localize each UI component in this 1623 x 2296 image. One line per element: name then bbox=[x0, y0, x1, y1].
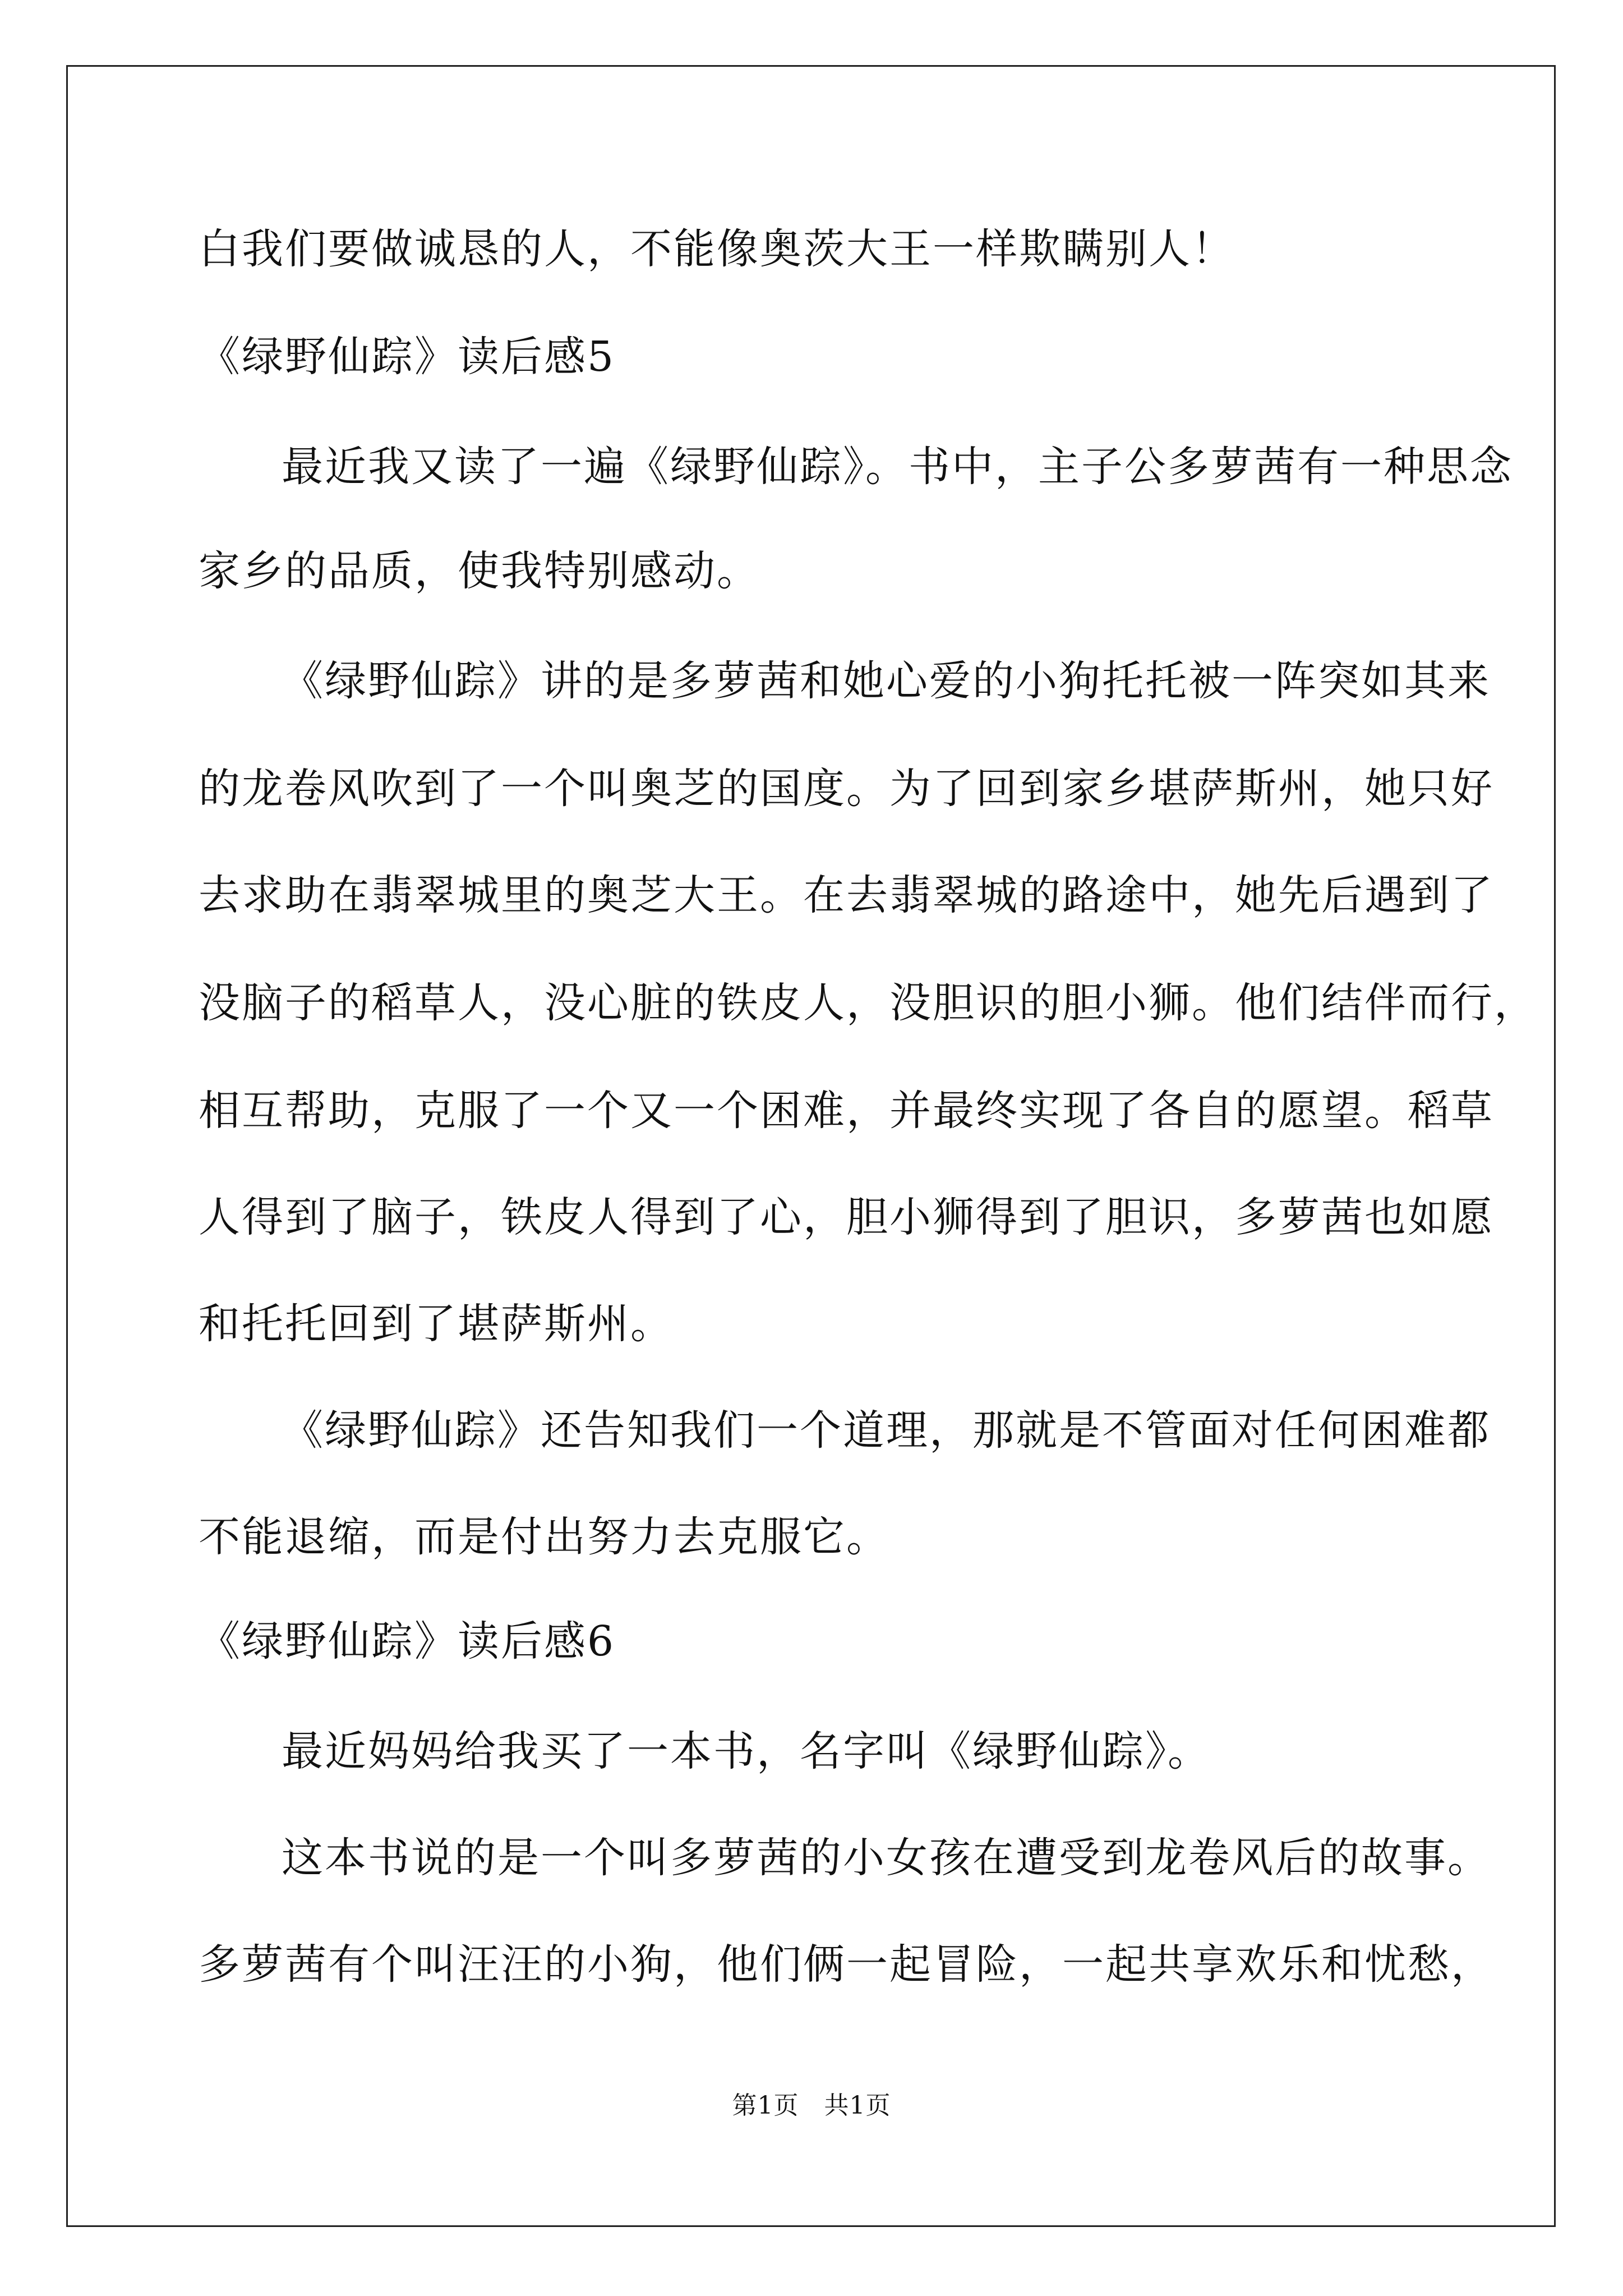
text-line: 人得到了脑子，铁皮人得到了心，胆小狮得到了胆识，多萝茜也如愿 bbox=[199, 1193, 1494, 1241]
text-line: 和托托回到了堪萨斯州。 bbox=[199, 1300, 674, 1348]
text-line: 的龙卷风吹到了一个叫奥芝的国度。为了回到家乡堪萨斯州，她只好 bbox=[199, 765, 1494, 813]
page-footer: 第1页 共1页 bbox=[732, 2091, 891, 2120]
text-line: 去求助在翡翠城里的奥芝大王。在去翡翠城的路途中，她先后遇到了 bbox=[199, 871, 1494, 919]
text-line: 不能退缩，而是付出努力去克服它。 bbox=[199, 1513, 889, 1561]
text-line: 最近我又读了一遍《绿野仙踪》。书中，主子公多萝茜有一种思念 bbox=[282, 443, 1513, 491]
text-line: 多萝茜有个叫汪汪的小狗，他们俩一起冒险，一起共享欢乐和忧愁， bbox=[199, 1940, 1494, 1989]
text-line: 这本书说的是一个叫多萝茜的小女孩在遭受到龙卷风后的故事。 bbox=[282, 1834, 1491, 1882]
text-line: 相互帮助，克服了一个又一个困难，并最终实现了各自的愿望。稻草 bbox=[199, 1087, 1494, 1135]
text-line: 《绿野仙踪》还告知我们一个道理，那就是不管面对任何困难都 bbox=[282, 1406, 1491, 1455]
section-heading: 《绿野仙踪》读后感6 bbox=[199, 1617, 616, 1665]
page-border bbox=[66, 65, 1556, 2227]
section-heading: 《绿野仙踪》读后感5 bbox=[199, 333, 616, 381]
text-line: 家乡的品质，使我特别感动。 bbox=[199, 547, 760, 595]
text-line: 没脑子的稻草人，没心脏的铁皮人，没胆识的胆小狮。他们结伴而行， bbox=[199, 979, 1537, 1027]
text-line: 白我们要做诚恳的人，不能像奥茨大王一样欺瞒别人！ bbox=[199, 225, 1235, 273]
text-line: 最近妈妈给我买了一本书，名字叫《绿野仙踪》。 bbox=[282, 1727, 1211, 1775]
text-line: 《绿野仙踪》讲的是多萝茜和她心爱的小狗托托被一阵突如其来 bbox=[282, 657, 1491, 705]
